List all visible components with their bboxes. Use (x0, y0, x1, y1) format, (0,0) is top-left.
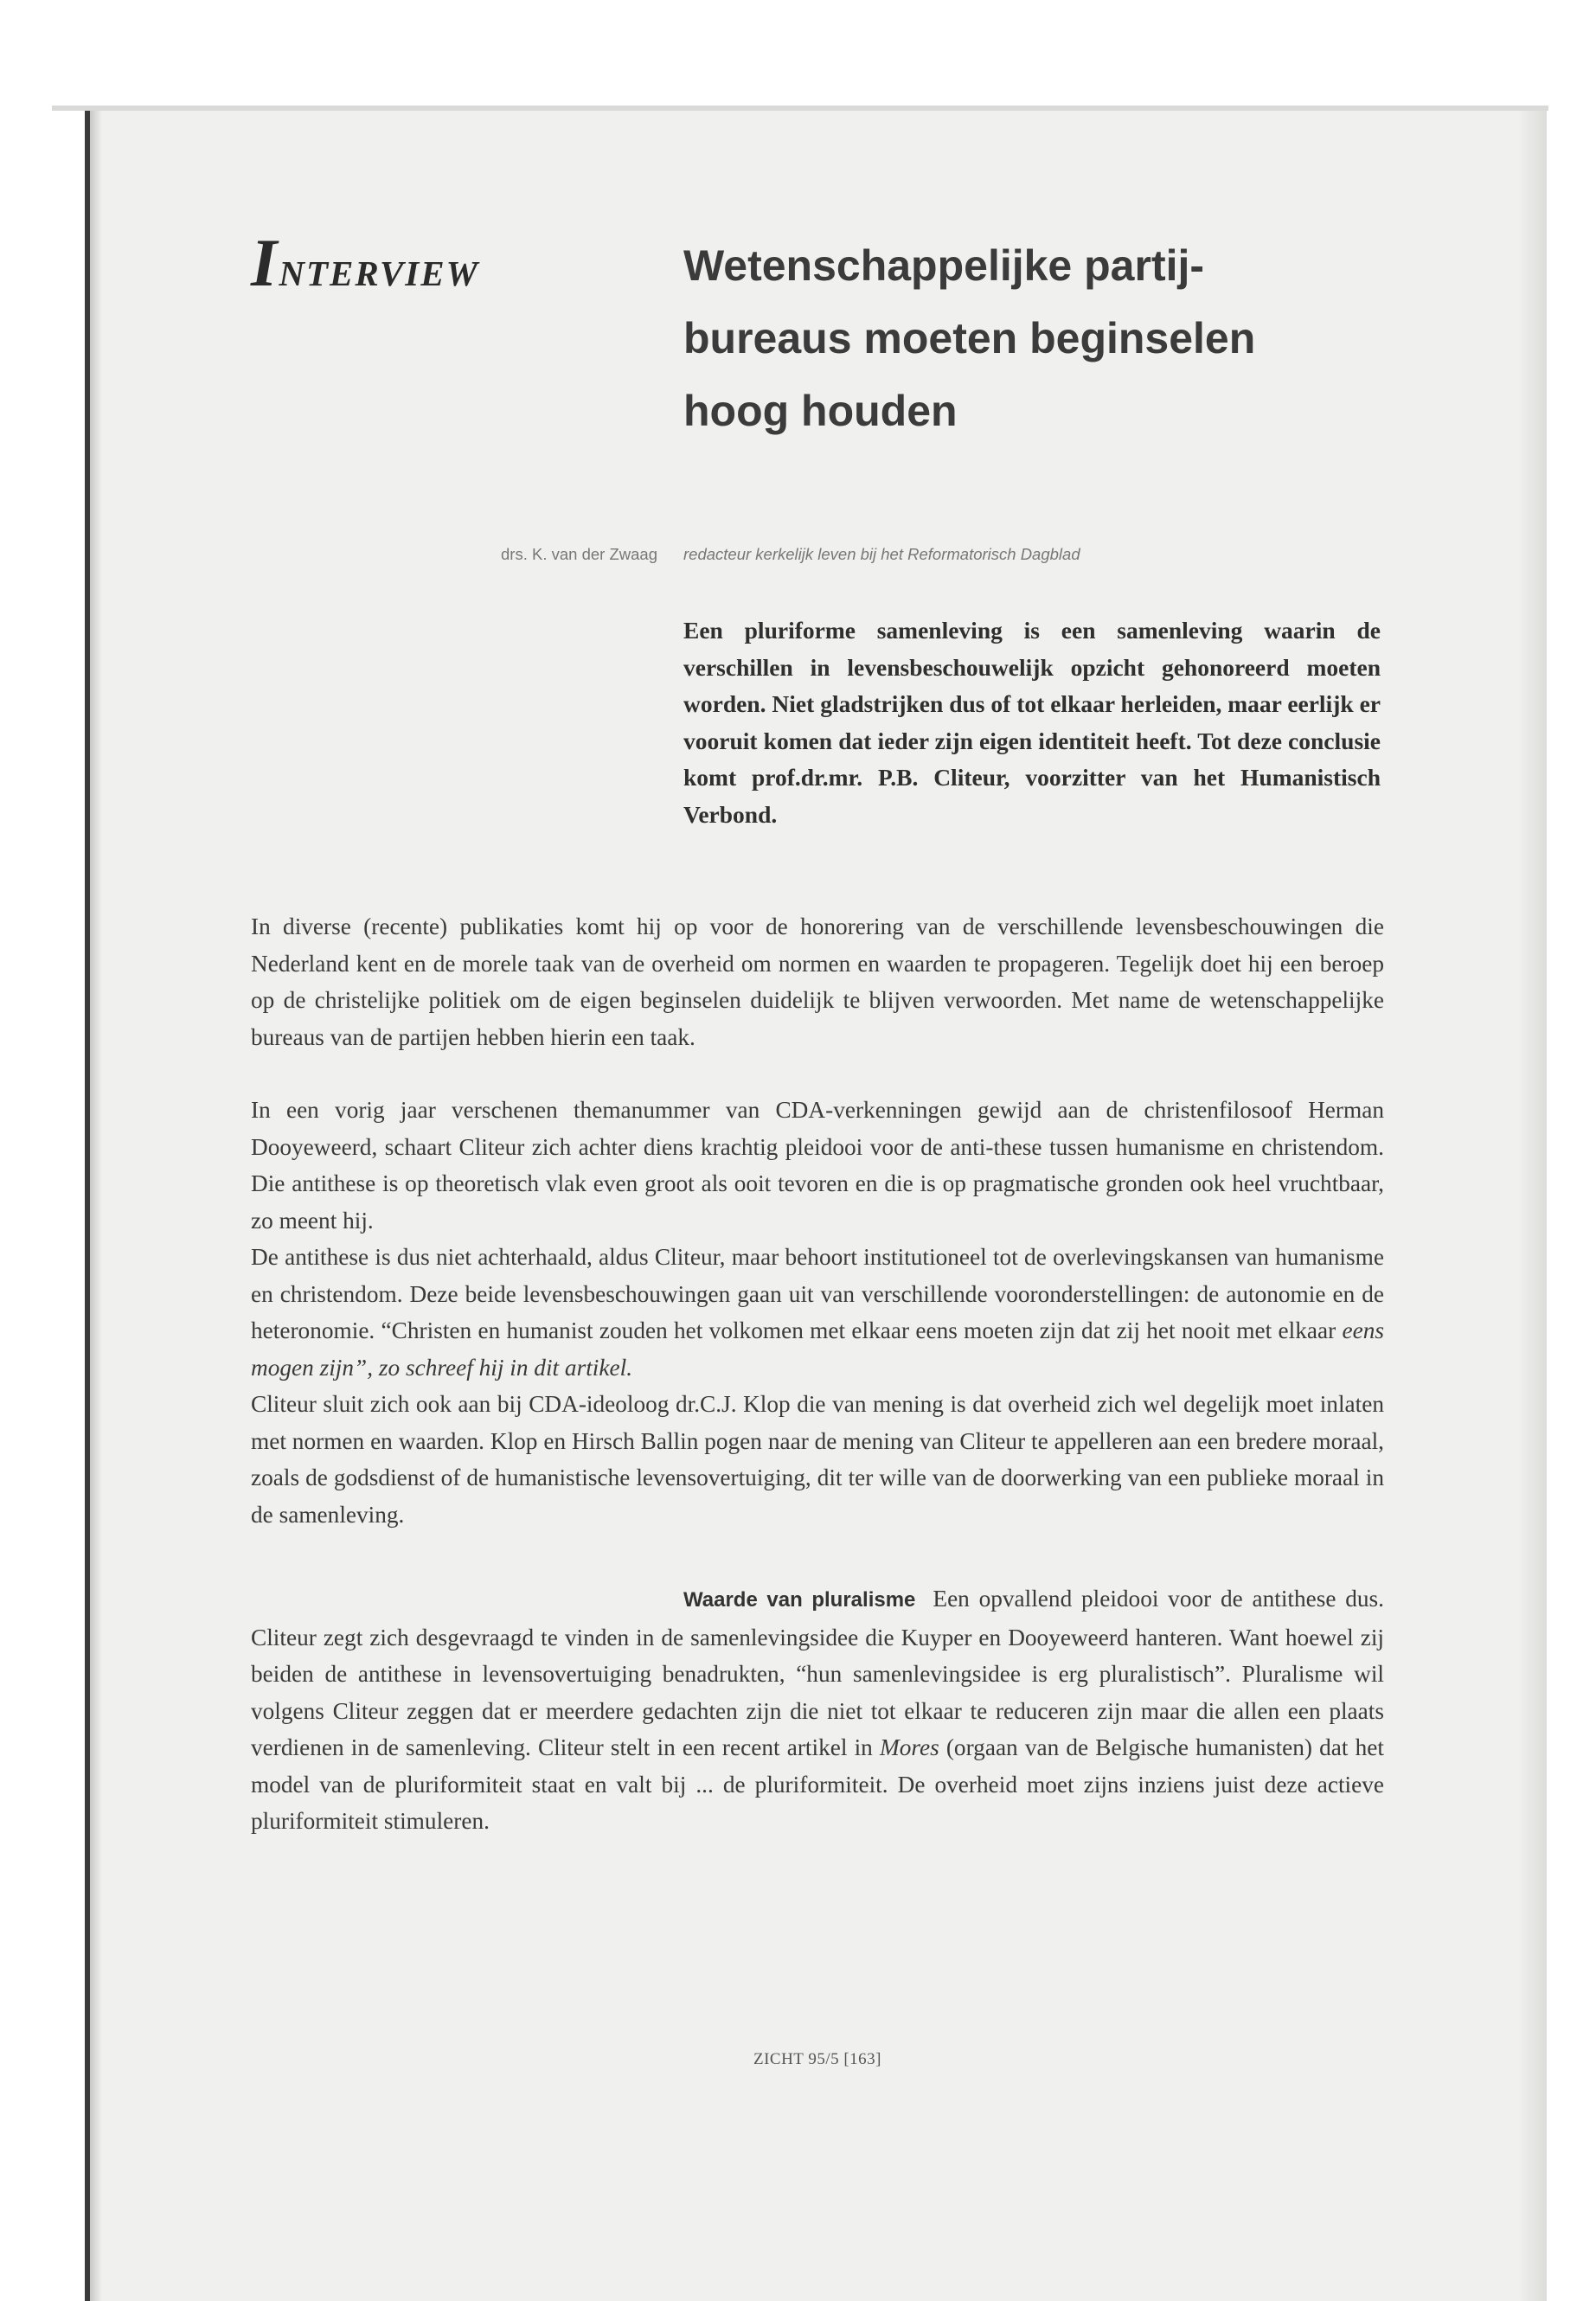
body-paragraph-4: Cliteur sluit zich ook aan bij CDA-ideoloog dr.C.J. Klop die van mening is dat overheid zich wel degelijk moet inlaten met normen en waarden. Klop en Hirsch Ballin pogen naar de mening van Cliteur te appelleren aan een bredere moraal, zoals de godsdienst of de humanistische levensovertuiging, dit ter wille van de doorwerking van een publieke moraal in de samenleving. (251, 1391, 1384, 1528)
body-paragraph-5 (251, 1580, 1384, 1840)
section-initial: I (251, 225, 279, 300)
section-subhead: Waarde van pluralisme (683, 1588, 916, 1612)
section-label-rest: NTERVIEW (279, 253, 480, 293)
paragraph-3-italic: eens mogen zijn”, zo schreef hij in dit artikel. (251, 1317, 1384, 1381)
mores-title: Mores (879, 1734, 939, 1760)
byline-role: redacteur kerkelijk leven bij het Reformatorisch Dagblad (683, 545, 1080, 563)
body-paragraph-2: In een vorig jaar verschenen themanummer van CDA-verkenningen gewijd aan de christenfilosoof Herman Dooyeweerd, schaart Cliteur zich achter diens krachtig pleidooi voor de anti-these tussen humanisme en christendom. Die antithese is op theoretisch vlak even groot als ooit tevoren en die is op pragmatische gronden ook heel vruchtbaar, zo meent hij. (251, 1097, 1384, 1234)
section-label (251, 225, 480, 300)
paragraph-3-text: De antithese is dus niet achterhaald, aldus Cliteur, maar behoort institutioneel tot de overlevingskansen van humanisme en christendom. Deze beide levensbeschouwingen gaan uit van verschillende vooronderstellingen: de autonomie en de heteronomie. “Christen en humanist zouden het volkomen met elkaar eens moeten zijn dat zij het nooit met elkaar (251, 1244, 1384, 1343)
page-top-edge (52, 106, 1548, 111)
page-margin (0, 109, 85, 2301)
paragraph-5-end: (orgaan van de Belgische humanisten) dat het model van de pluriformiteit staat en valt bij ... de pluriformiteit. De overheid moet zijns inziens juist deze actieve pluriformiteit stimuleren. (251, 1734, 1384, 1834)
article-headline: Wetenschappelijke partij-bureaus moeten beginselen hoog houden (683, 241, 1256, 435)
binding-spine (85, 109, 90, 2301)
page-folio: ZICHT 95/5 [163] (753, 2050, 882, 2068)
binding-shadow (90, 109, 102, 2301)
article-body (251, 908, 1384, 1840)
byline-author: drs. K. van der Zwaag (501, 545, 657, 563)
body-paragraph-3 (251, 1239, 1384, 1386)
article-intro: Een pluriforme samenleving is een samenleving waarin de verschillen in levensbeschouwelijk opzicht gehonoreerd moeten worden. Niet gladstrijken dus of tot elkaar herleiden, maar eerlijk er vooruit komen dat ieder zijn eigen identiteit heeft. Tot deze conclusie komt prof.dr.mr. P.B. Cliteur, voorzitter van het Humanistisch Verbond. (683, 617, 1381, 828)
body-paragraph-1: In diverse (recente) publikaties komt hij op voor de honorering van de verschillende levensbeschouwingen die Nederland kent en de morele taak van de overheid om normen en waarden te propageren. Tegelijk doet hij een beroep op de christelijke politiek om de eigen beginselen duidelijk te blijven verwoorden. Met name de wetenschappelijke bureaus van de partijen hebben hierin een taak. (251, 913, 1384, 1050)
page-edge-shadow (1518, 109, 1547, 2301)
paragraph-5-text: Een opvallend pleidooi voor de antithese dus. Cliteur zegt zich desgevraagd te vinden in de samenlevingsidee die Kuyper en Dooyeweerd hanteren. Want hoewel zij beiden de antithese in levensovertuiging benadrukten, “hun samenlevingsidee is erg pluralistisch”. Pluralisme wil volgens Cliteur zeggen dat er meerdere gedachten zijn die niet tot elkaar te reduceren zijn maar die allen een plaats verdienen in de samenleving. Cliteur stelt in een recent artikel in (251, 1586, 1384, 1760)
